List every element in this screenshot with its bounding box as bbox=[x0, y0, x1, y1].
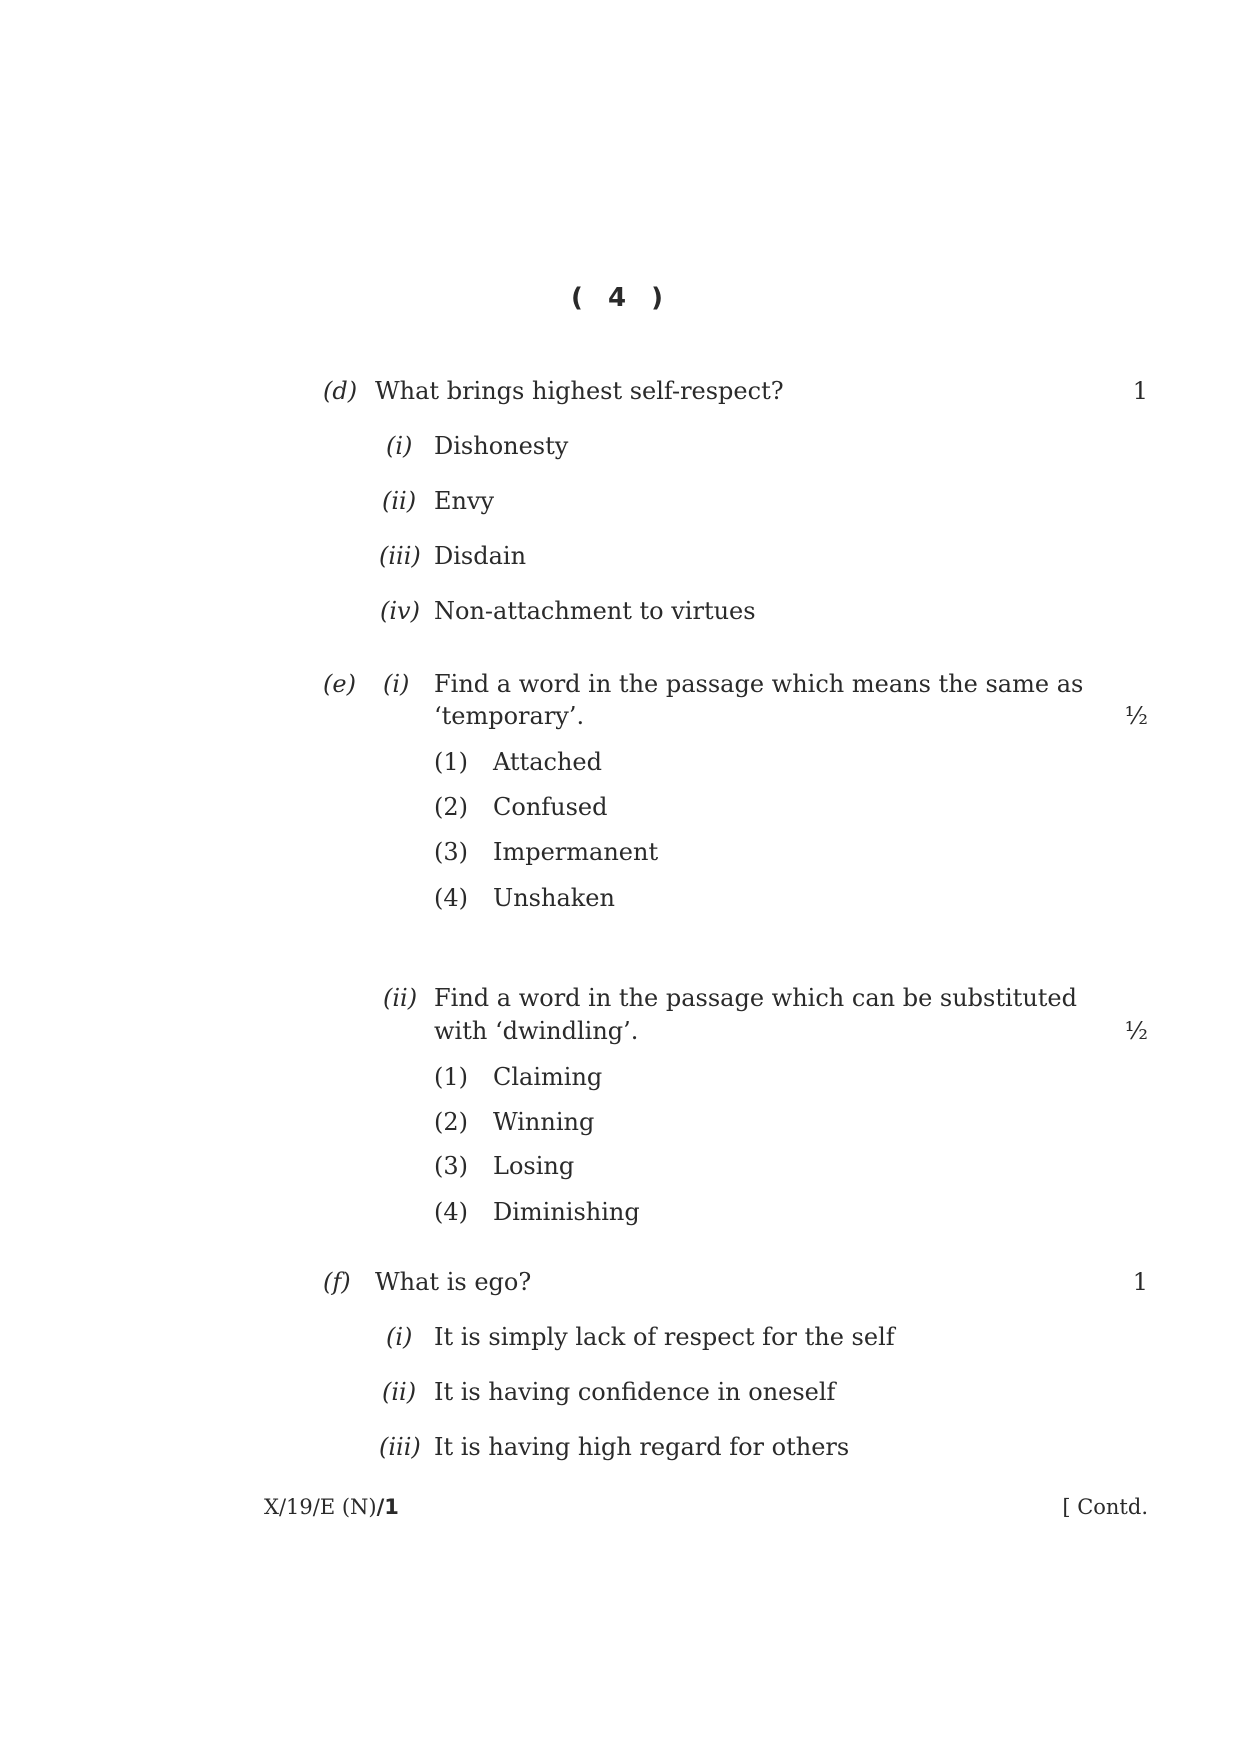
question-e-part-ii-text-line2: with ‘dwindling’. bbox=[434, 1017, 639, 1045]
question-f-label: (f) bbox=[323, 1268, 351, 1296]
option-text: It is having high regard for others bbox=[434, 1433, 850, 1461]
question-e-part-ii-text-line1: Find a word in the passage which can be substituted bbox=[434, 984, 1077, 1012]
option-number: (4) bbox=[434, 884, 468, 912]
question-d-marks: 1 bbox=[1132, 377, 1148, 405]
question-e-part-i-marks: ½ bbox=[1124, 702, 1148, 730]
option-text: Non-attachment to virtues bbox=[434, 597, 756, 625]
option-text: It is having confidence in oneself bbox=[434, 1378, 836, 1406]
question-d-text: What brings highest self-respect? bbox=[375, 377, 784, 405]
option-text: Disdain bbox=[434, 542, 527, 570]
question-d-label: (d) bbox=[323, 377, 358, 405]
option-number: (2) bbox=[434, 1108, 468, 1136]
question-f-marks: 1 bbox=[1132, 1268, 1148, 1296]
option-text: Claiming bbox=[493, 1063, 603, 1091]
option-number: (3) bbox=[434, 1152, 468, 1180]
option-number: (1) bbox=[434, 748, 468, 776]
option-label: (iv) bbox=[380, 597, 420, 625]
paper-code-main: X/19/E (N) bbox=[264, 1495, 377, 1519]
option-number: (2) bbox=[434, 793, 468, 821]
option-text: Losing bbox=[493, 1152, 575, 1180]
question-e-part-i-label: (i) bbox=[383, 670, 410, 698]
option-number: (4) bbox=[434, 1198, 468, 1226]
question-e-part-i-text-line2: ‘temporary’. bbox=[434, 702, 585, 730]
question-f-text: What is ego? bbox=[375, 1268, 532, 1296]
option-text: Envy bbox=[434, 487, 495, 515]
option-text: Confused bbox=[493, 793, 608, 821]
option-text: Winning bbox=[493, 1108, 595, 1136]
option-text: Diminishing bbox=[493, 1198, 640, 1226]
option-label: (ii) bbox=[382, 1378, 417, 1406]
option-label: (i) bbox=[386, 432, 413, 460]
paper-code-suffix: /1 bbox=[376, 1495, 399, 1519]
contd-note: [ Contd. bbox=[1062, 1495, 1148, 1519]
option-text: Dishonesty bbox=[434, 432, 569, 460]
option-label: (iii) bbox=[379, 542, 421, 570]
option-text: Attached bbox=[493, 748, 602, 776]
option-number: (1) bbox=[434, 1063, 468, 1091]
option-text: Impermanent bbox=[493, 838, 659, 866]
option-number: (3) bbox=[434, 838, 468, 866]
question-e-part-ii-marks: ½ bbox=[1124, 1017, 1148, 1045]
question-e-part-i-text-line1: Find a word in the passage which means the same as bbox=[434, 670, 1084, 698]
page-number: ( 4 ) bbox=[571, 283, 671, 313]
question-e-part-ii-label: (ii) bbox=[383, 984, 418, 1012]
question-e-label: (e) bbox=[323, 670, 356, 698]
option-label: (ii) bbox=[382, 487, 417, 515]
option-label: (i) bbox=[386, 1323, 413, 1351]
option-text: It is simply lack of respect for the self bbox=[434, 1323, 895, 1351]
option-label: (iii) bbox=[379, 1433, 421, 1461]
option-text: Unshaken bbox=[493, 884, 615, 912]
paper-code bbox=[264, 1493, 399, 1521]
